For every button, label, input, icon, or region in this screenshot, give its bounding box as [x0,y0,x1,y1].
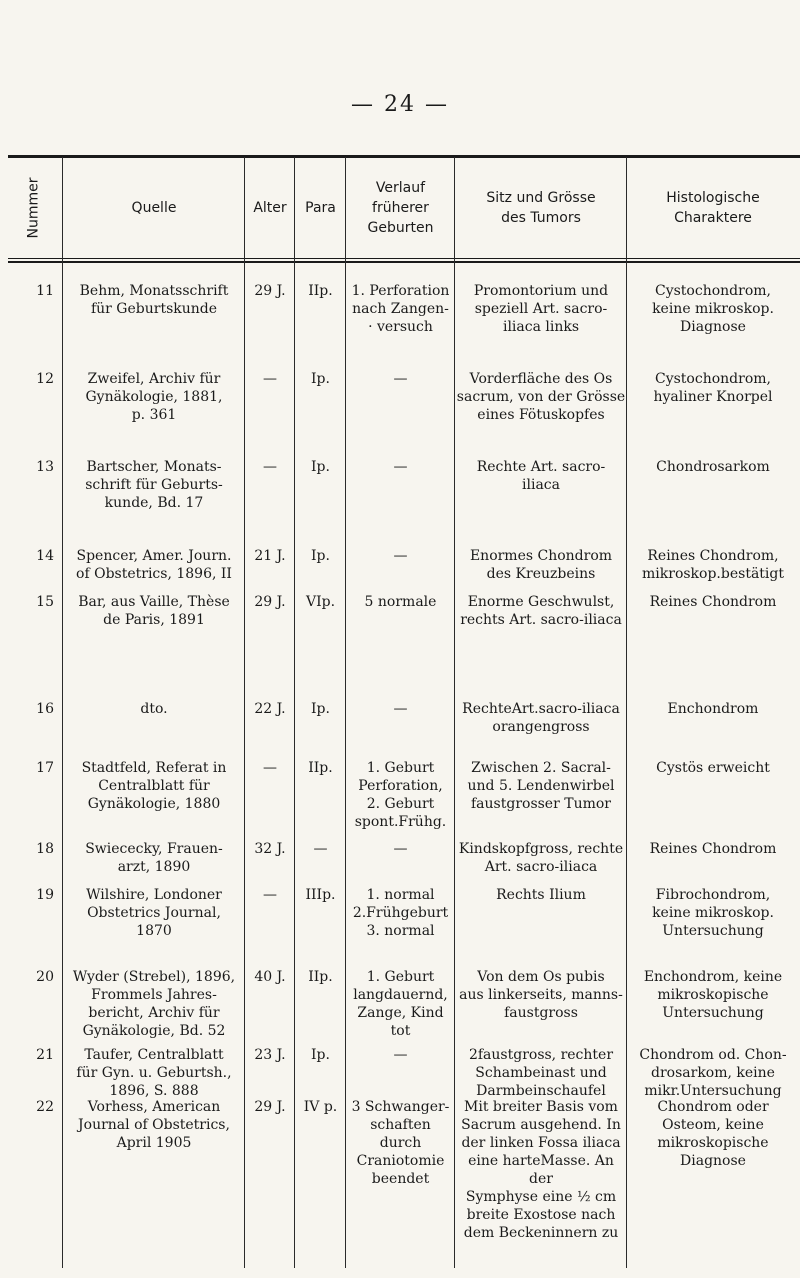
cell-quelle: Bar, aus Vaille, Thèse de Paris, 1891 [78,594,230,628]
cell-quelle: Bartscher, Monats- schrift für Geburts- kunde, Bd. 17 [85,459,223,511]
cell-sitz: RechteArt.sacro-iliaca orangengross [462,701,620,735]
header-verlauf: Verlauf früherer Geburten [367,179,434,237]
cell-alter: 23 J. [254,1047,286,1063]
header-rule-double [8,261,800,263]
cell-para: Ip. [311,548,330,564]
cell-quelle: dto. [140,701,168,717]
cell-histo: Reines Chondrom [649,841,777,857]
cell-histo: Chondrom oder Osteom, keine mikroskopische Diagnose [657,1099,769,1169]
cell-quelle: Behm, Monatsschrift für Geburtskunde [79,283,229,317]
cell-para: IIp. [308,969,333,985]
header-rule [8,258,800,259]
cell-alter: 29 J. [254,1099,286,1115]
cell-quelle: Stadtfeld, Referat in Centralblatt für Gynäkologie, 1880 [81,760,227,812]
cell-histo: Fibrochondrom, keine mikroskop. Untersuchung [652,887,774,939]
column-divider [244,157,245,1268]
header-nummer: Nummer [25,177,41,239]
cell-verlauf: 1. Perforation nach Zangen- · versuch [351,283,450,335]
cell-quelle: Wilshire, Londoner Obstetrics Journal, 1870 [86,887,222,939]
header-sitz: Sitz und Grösse des Tumors [486,189,596,226]
cell-alter: 21 J. [254,548,286,564]
cell-nummer: 14 [36,548,54,564]
cell-para: IIp. [308,283,333,299]
column-divider [345,157,346,1268]
cell-sitz: Von dem Os pubis aus linkerseits, manns- faustgross [459,969,623,1021]
cell-quelle: Spencer, Amer. Journ. of Obstetrics, 1896, II [76,548,232,582]
cell-alter: 40 J. [254,969,286,985]
cell-quelle: Swiececky, Frauen- arzt, 1890 [85,841,223,875]
cell-sitz: Kindskopfgross, rechte Art. sacro-iliaca [458,841,624,875]
cell-quelle: Taufer, Centralblatt für Gyn. u. Geburtsh., 1896, S. 888 [76,1047,232,1099]
cell-para: Ip. [311,459,330,475]
cell-verlauf: — [393,1047,408,1063]
cell-sitz: 2faustgross, rechter Schambeinast und Darmbeinschaufel [468,1047,614,1099]
cell-para: Ip. [311,1047,330,1063]
cell-quelle: Vorhess, American Journal of Obstetrics, April 1905 [78,1099,230,1151]
cell-para: Ip. [311,371,330,387]
cell-nummer: 17 [36,760,54,776]
cell-histo: Chondrom od. Chon- drosarkom, keine mikr.Untersuchung [639,1047,787,1099]
cell-verlauf: — [393,548,408,564]
cell-verlauf: — [393,371,408,387]
cell-histo: Cystochondrom, keine mikroskop. Diagnose [652,283,774,335]
cell-verlauf: — [393,701,408,717]
cell-para: Ip. [311,701,330,717]
cell-alter: 29 J. [254,594,286,610]
cell-nummer: 22 [36,1099,54,1115]
header-alter: Alter [253,199,287,216]
cell-sitz: Mit breiter Basis vom Sacrum ausgehend. In der linken Fossa iliaca eine harteMasse. An der Symphyse eine ½ cm breite Exostose nach dem Beckeninnern zu [461,1099,621,1241]
header-histologie: Histologische Charaktere [666,189,760,226]
cell-alter: — [263,371,277,387]
cell-alter: 29 J. [254,283,286,299]
cell-sitz: Promontorium und speziell Art. sacro- iliaca links [473,283,609,335]
cell-nummer: 20 [36,969,54,985]
page-number: — 24 — [351,92,449,117]
cell-verlauf: 5 normale [364,594,437,610]
cell-para: IIIp. [305,887,336,903]
cell-verlauf: — [393,459,408,475]
header-quelle: Quelle [131,199,177,216]
cell-histo: Reines Chondrom, mikroskop.bestätigt [642,548,784,582]
cell-alter: — [263,760,277,776]
cell-nummer: 12 [36,371,54,387]
cell-alter: 22 J. [254,701,286,717]
cell-sitz: Zwischen 2. Sacral- und 5. Lendenwirbel faustgrosser Tumor [467,760,615,812]
cell-quelle: Zweifel, Archiv für Gynäkologie, 1881, p. 361 [85,371,223,423]
cell-nummer: 15 [36,594,54,610]
cell-alter: 32 J. [254,841,286,857]
cell-sitz: Enormes Chondrom des Kreuzbeins [469,548,613,582]
cell-para: IIp. [308,760,333,776]
cell-para: — [313,841,328,857]
cell-nummer: 21 [36,1047,54,1063]
cell-verlauf: 3 Schwanger- schaften durch Craniotomie beendet [351,1099,450,1187]
cell-verlauf: 1. Geburt langdauernd, Zange, Kind tot [353,969,448,1039]
cell-nummer: 16 [36,701,54,717]
cell-alter: — [263,459,277,475]
cell-nummer: 13 [36,459,54,475]
cell-histo: Enchondrom, keine mikroskopische Untersuchung [643,969,783,1021]
cell-verlauf: — [393,841,408,857]
cell-histo: Enchondrom [667,701,759,717]
cell-para: IV p. [303,1099,338,1115]
column-divider [454,157,455,1268]
table-top-rule [8,155,800,158]
column-divider [294,157,295,1268]
cell-sitz: Vorderfläche des Os sacrum, von der Grösse eines Fötuskopfes [456,371,626,423]
cell-nummer: 18 [36,841,54,857]
cell-alter: — [263,887,277,903]
cell-histo: Cystochondrom, hyaliner Knorpel [653,371,773,405]
cell-quelle: Wyder (Strebel), 1896, Frommels Jahres- bericht, Archiv für Gynäkologie, Bd. 52 [72,969,236,1039]
cell-verlauf: 1. normal 2.Frühgeburt 3. normal [352,887,449,939]
column-divider [62,157,63,1268]
column-divider [626,157,627,1268]
cell-nummer: 11 [36,283,54,299]
cell-verlauf: 1. Geburt Perforation, 2. Geburt spont.Frühg. [354,760,447,830]
cell-para: VIp. [305,594,336,610]
cell-sitz: Rechts Ilium [496,887,586,903]
cell-sitz: Rechte Art. sacro- iliaca [476,459,606,493]
header-para: Para [305,199,336,216]
cell-histo: Reines Chondrom [649,594,777,610]
cell-histo: Chondrosarkom [656,459,770,475]
cell-histo: Cystös erweicht [656,760,770,776]
cell-nummer: 19 [36,887,54,903]
cell-sitz: Enorme Geschwulst, rechts Art. sacro-iliaca [460,594,622,628]
